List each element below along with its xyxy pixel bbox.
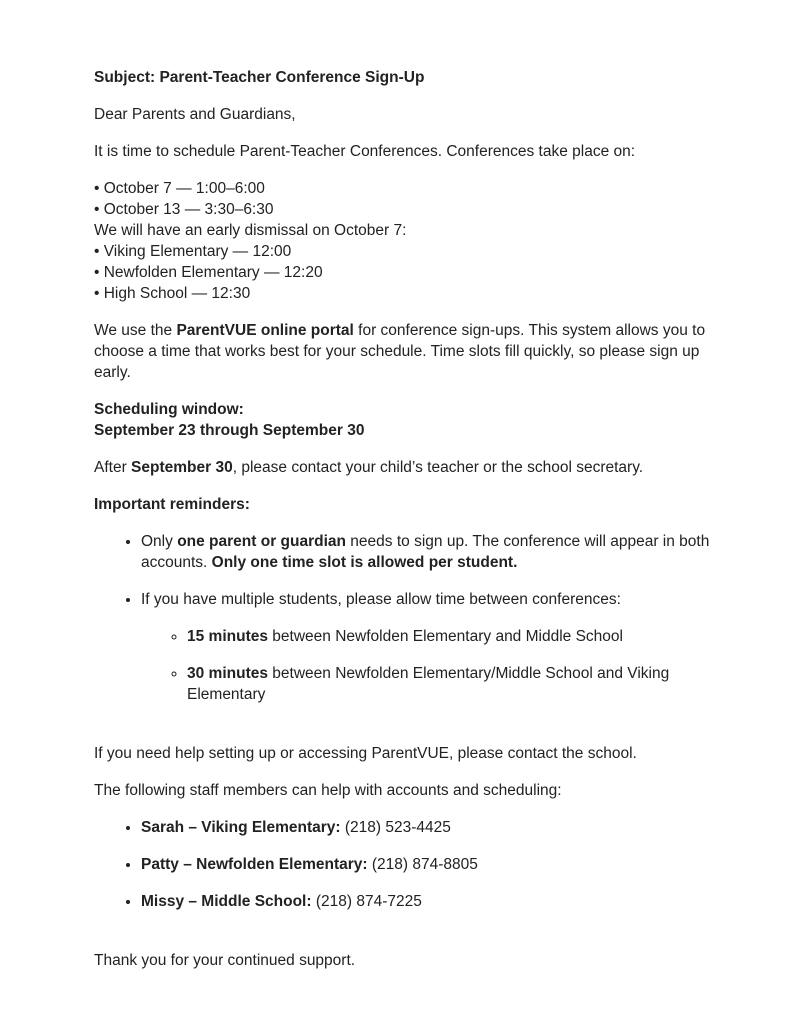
staff-intro: The following staff members can help with accounts and scheduling: xyxy=(94,782,562,799)
scheduling-window xyxy=(94,399,714,441)
dismissal-item: • Newfolden Elementary — 12:20 xyxy=(94,264,323,281)
after-paragraph: After September 30, please contact your child’s teacher or the school secretary. xyxy=(94,459,644,476)
sub-reminders-list xyxy=(141,626,714,705)
portal-name: ParentVUE online portal xyxy=(176,322,354,339)
conference-date-item: • October 7 — 1:00–6:00 xyxy=(94,180,265,197)
dismissal-item: • High School — 12:30 xyxy=(94,285,251,302)
staff-item: • Sarah – Viking Elementary: (218) 523-4425 xyxy=(141,817,714,838)
reminders-heading: Important reminders: xyxy=(94,496,250,513)
sub-reminder-item: ◦ 30 minutes between Newfolden Elementary/Middle School and Viking Elementary xyxy=(187,663,714,705)
dismissal-intro: We will have an early dismissal on October 7: xyxy=(94,222,407,239)
staff-list xyxy=(94,817,714,912)
greeting: Dear Parents and Guardians, xyxy=(94,106,296,123)
sub-reminder-item: ◦ 15 minutes between Newfolden Elementary and Middle School xyxy=(187,626,714,647)
closing: Thank you for your continued support. xyxy=(94,952,356,969)
staff-item: • Missy – Middle School: (218) 874-7225 xyxy=(141,891,714,912)
conference-dates-list xyxy=(94,178,714,220)
dismissal-item: • Viking Elementary — 12:00 xyxy=(94,243,292,260)
portal-paragraph: We use the ParentVUE online portal for conference sign-ups. This system allows you to choose a time that works best for your schedule. Time slots fill quickly, so please sign up early. xyxy=(94,322,706,381)
scheduling-heading: Scheduling window: xyxy=(94,401,244,418)
dismissal-section xyxy=(94,220,714,304)
intro-paragraph: It is time to schedule Parent-Teacher Conferences. Conferences take place on: xyxy=(94,143,636,160)
reminder-item: • If you have multiple students, please allow time between conferences: ◦ 15 minutes between Newfolden Elementary and Middle School ◦ 30 minutes between Newfolden Elementary/Middle School and Viking Elementary xyxy=(141,589,714,705)
dismissal-list xyxy=(94,241,714,304)
help-paragraph: If you need help setting up or accessing ParentVUE, please contact the school. xyxy=(94,745,637,762)
staff-item: • Patty – Newfolden Elementary: (218) 874-8805 xyxy=(141,854,714,875)
scheduling-dates: September 23 through September 30 xyxy=(94,422,365,439)
letter-body xyxy=(94,67,714,971)
conference-date-item: • October 13 — 3:30–6:30 xyxy=(94,201,274,218)
reminders-list xyxy=(94,531,714,705)
reminder-item: • Only one parent or guardian needs to sign up. The conference will appear in both accounts. Only one time slot is allowed per student. xyxy=(141,531,714,573)
subject-line: Subject: Parent-Teacher Conference Sign-Up xyxy=(94,69,425,86)
